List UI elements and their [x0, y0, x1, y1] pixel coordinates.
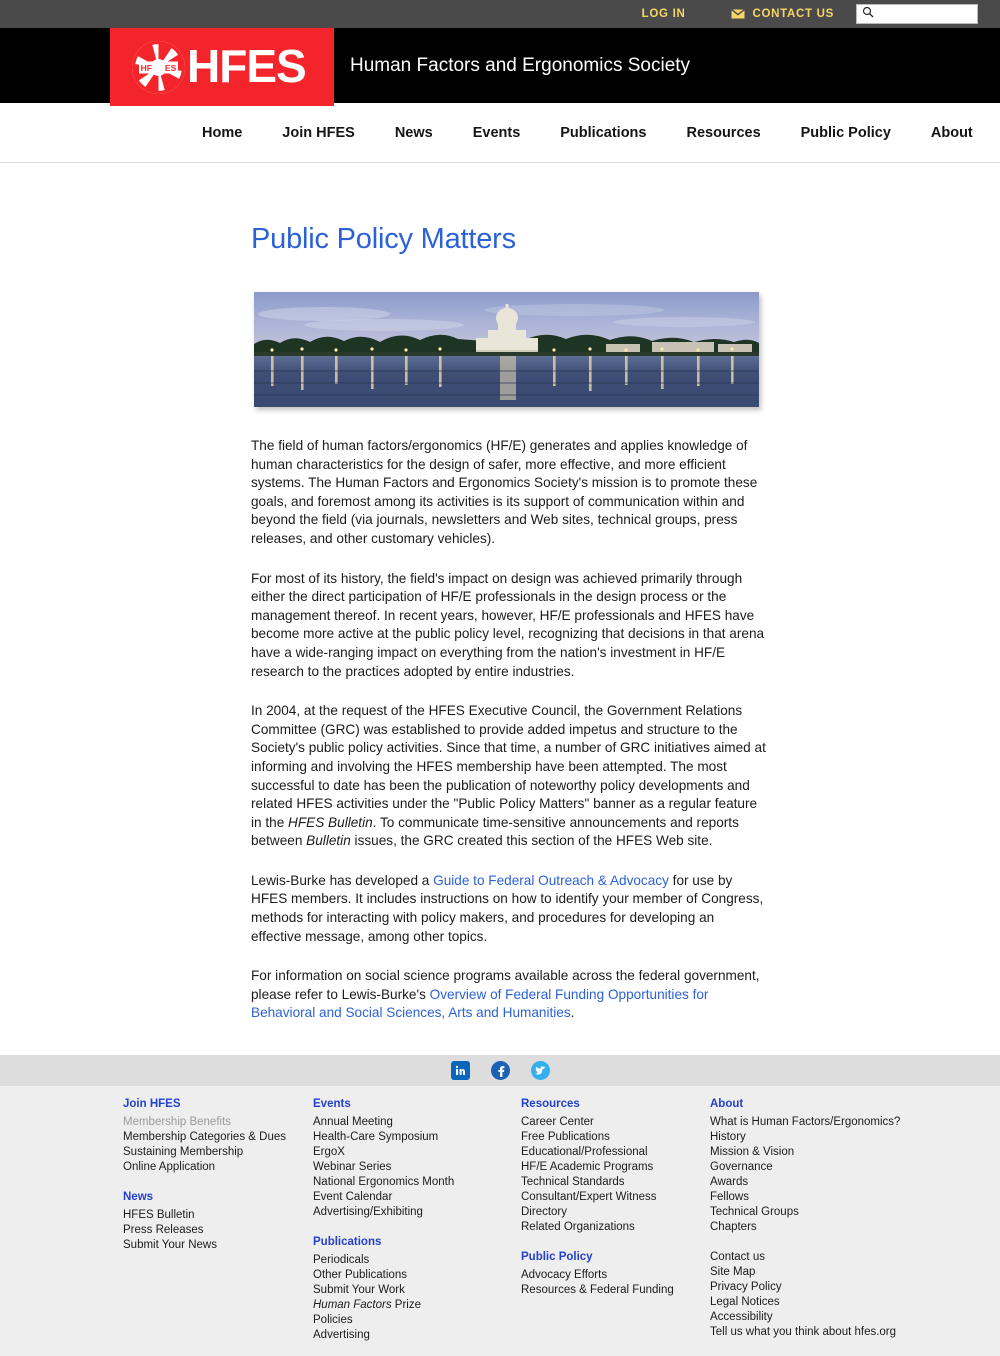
footer-group-join-hfes — [123, 1097, 298, 1175]
search-icon — [862, 5, 874, 23]
footer-column-events — [313, 1097, 508, 1343]
linkedin-icon[interactable] — [451, 1061, 470, 1080]
footer-group-utility — [710, 1250, 910, 1340]
footer-link-chapters[interactable]: Chapters — [710, 1221, 757, 1234]
nav-item-publications[interactable]: Publications — [560, 124, 647, 141]
footer-link-annual-meeting[interactable]: Annual Meeting — [313, 1116, 393, 1129]
paragraph-3-part-b: . To communicate time-sensitive announcements and reports between — [251, 814, 739, 849]
footer-link-resources-federal-funding[interactable]: Resources & Federal Funding — [521, 1284, 674, 1297]
utility-bar — [0, 0, 1000, 28]
footer-link-free-publications[interactable]: Free Publications — [521, 1131, 610, 1144]
footer-group-public-policy — [521, 1250, 701, 1298]
paragraph-5-part-a: For information on social science programs available across the federal government, please refer to Lewis-Burke's — [251, 968, 760, 1002]
footer-link-other-publications[interactable]: Other Publications — [313, 1269, 407, 1282]
footer-group-about — [710, 1097, 910, 1235]
footer-link-mission-vision[interactable]: Mission & Vision — [710, 1146, 795, 1159]
footer-link-related-organizations[interactable]: Related Organizations — [521, 1221, 635, 1234]
footer-column-join-hfes — [123, 1097, 298, 1253]
nav-item-join-hfes[interactable]: Join HFES — [282, 124, 355, 141]
footer-link-webinar-series[interactable]: Webinar Series — [313, 1161, 392, 1174]
article-body — [251, 437, 767, 1023]
footer-link-event-calendar[interactable]: Event Calendar — [313, 1191, 393, 1204]
footer-link-career-center[interactable]: Career Center — [521, 1116, 594, 1129]
capitol-hero-image — [254, 292, 759, 407]
footer-link-policies[interactable]: Policies — [313, 1314, 353, 1327]
footer-link-health-care-symposium[interactable]: Health-Care Symposium — [313, 1131, 439, 1144]
paragraph-3-part-a: In 2004, at the request of the HFES Executive Council, the Government Relations Committee (GRC) was established to provide added impetus and structure to the Society's public policy activities. Since that time, a number of GRC initiatives aimed at informing and involving the HFES membership have been attempted. The most successful to date has been the publication of noteworthy policy developments and related HFES activities under the "Public Policy Matters" banner as a regular feature in the — [251, 703, 766, 830]
footer-link-online-application[interactable]: Online Application — [123, 1161, 216, 1174]
search-box[interactable] — [856, 4, 978, 24]
hfes-wordmark: HFES — [187, 39, 306, 92]
prize-suffix: Prize — [391, 1299, 422, 1312]
login-link[interactable] — [642, 8, 686, 20]
footer-group-news — [123, 1190, 298, 1253]
paragraph-5-part-b: . — [570, 1005, 575, 1021]
footer-link-membership-categories-dues[interactable]: Membership Categories & Dues — [123, 1131, 286, 1144]
paragraph-4-part-a: Lewis-Burke has developed a — [251, 872, 434, 888]
main-navigation — [0, 103, 1000, 163]
twitter-icon[interactable] — [531, 1061, 550, 1080]
footer-link-site-map[interactable]: Site Map — [710, 1266, 756, 1279]
nav-item-about[interactable]: About — [930, 124, 973, 141]
paragraph-3-part-c: issues, the GRC created this section of the HFES Web site. — [350, 833, 713, 849]
footer-link-advocacy-efforts[interactable]: Advocacy Efforts — [521, 1269, 608, 1282]
footer-link-feedback[interactable]: Tell us what you think about hfes.org — [710, 1326, 897, 1339]
footer-link-privacy-policy[interactable]: Privacy Policy — [710, 1281, 782, 1294]
footer-link-hfe-academic-programs[interactable]: HF/E Academic Programs — [521, 1161, 654, 1174]
footer-link-awards[interactable]: Awards — [710, 1176, 749, 1189]
login-label: LOG IN — [641, 8, 686, 20]
footer-heading-resources[interactable]: Resources — [521, 1098, 580, 1111]
footer-heading-publications[interactable]: Publications — [313, 1236, 382, 1249]
footer-link-what-is-human-factors-ergonomics[interactable]: What is Human Factors/Ergonomics? — [710, 1116, 901, 1129]
social-links-bar — [0, 1055, 1000, 1086]
site-footer — [0, 1086, 1000, 1356]
facebook-icon[interactable] — [491, 1061, 510, 1080]
footer-link-press-releases[interactable]: Press Releases — [123, 1224, 204, 1237]
paragraph-2: For most of its history, the field's impact on design was achieved primarily through either the direct participation of HF/E professionals in the design process or the management thereof. In recent years, however, HF/E professionals and HFES have become more active at the public policy level, recognizing that decisions in that arena have a wide-ranging impact on everything from the nation's investment in HF/E research to the practices adopted by entire industries. — [251, 570, 765, 679]
footer-link-fellows[interactable]: Fellows — [710, 1191, 749, 1204]
footer-group-publications — [313, 1235, 508, 1343]
footer-link-accessibility[interactable]: Accessibility — [710, 1311, 773, 1324]
footer-heading-events[interactable]: Events — [313, 1098, 351, 1111]
hfes-bulletin-emphasis: HFES Bulletin — [288, 814, 373, 830]
footer-link-periodicals[interactable]: Periodicals — [313, 1254, 370, 1267]
footer-heading-news[interactable]: News — [123, 1191, 154, 1204]
main-content — [0, 163, 1000, 1023]
footer-link-technical-standards[interactable]: Technical Standards — [521, 1176, 625, 1189]
paragraph-1: The field of human factors/ergonomics (HF/E) generates and applies knowledge of human characteristics for the design of safer, more effective, and more efficient systems. The Human Factors and Ergonomics Society's mission is to promote these goals, and foremost among its activities is its support of communication within and beyond the field (via journals, newsletters and Web sites, technical groups, press releases, and other customary vehicles). — [251, 438, 758, 546]
footer-link-submit-your-work[interactable]: Submit Your Work — [313, 1284, 405, 1297]
human-factors-italic: Human Factors — [313, 1299, 392, 1312]
footer-link-governance[interactable]: Governance — [710, 1161, 773, 1174]
paragraph-5 — [251, 967, 767, 1023]
footer-link-technical-groups[interactable]: Technical Groups — [710, 1206, 799, 1219]
footer-link-national-ergonomics-month[interactable]: National Ergonomics Month — [313, 1176, 455, 1189]
svg-text:ES: ES — [164, 62, 177, 73]
hfes-logo[interactable] — [110, 28, 334, 106]
footer-column-about — [710, 1097, 910, 1340]
nav-item-resources[interactable]: Resources — [686, 124, 761, 141]
footer-link-legal-notices[interactable]: Legal Notices — [710, 1296, 780, 1309]
envelope-icon — [731, 9, 745, 19]
paragraph-3 — [251, 702, 767, 851]
svg-text:HF: HF — [140, 62, 152, 73]
footer-link-advertising-exhibiting[interactable]: Advertising/Exhibiting — [313, 1206, 423, 1219]
paragraph-4-part-b: for use by HFES members. It includes instructions on how to identify your member of Congress, methods for interacting with policy makers, and procedures for developing an effective message, among other topics. — [251, 872, 764, 944]
footer-link-advertising[interactable]: Advertising — [313, 1329, 370, 1342]
contact-us-label: CONTACT US — [752, 8, 834, 20]
nav-item-news[interactable]: News — [394, 124, 433, 141]
footer-link-educational-professional[interactable]: Educational/Professional — [521, 1146, 648, 1159]
footer-column-resources — [521, 1097, 701, 1298]
brand-header — [0, 28, 1000, 103]
nav-item-public-policy[interactable]: Public Policy — [800, 124, 891, 141]
brand-tagline: Human Factors and Ergonomics Society — [350, 54, 691, 76]
footer-heading-join-hfes[interactable]: Join HFES — [123, 1098, 181, 1111]
footer-link-contact-us[interactable]: Contact us — [710, 1251, 765, 1264]
bulletin-emphasis: Bulletin — [306, 833, 351, 849]
paragraph-4 — [251, 872, 767, 946]
nav-item-events[interactable]: Events — [472, 124, 521, 141]
footer-link-consultant-expert-witness-directory[interactable]: Consultant/Expert Witness Directory — [521, 1191, 657, 1219]
overview-federal-funding-link[interactable]: Overview of Federal Funding Opportunities for Behavioral and Social Sciences, Arts and Humanities — [251, 986, 709, 1021]
footer-link-human-factors-prize[interactable] — [313, 1298, 508, 1313]
footer-group-events — [313, 1097, 508, 1220]
footer-heading-about[interactable]: About — [710, 1098, 744, 1111]
nav-item-home[interactable]: Home — [202, 124, 243, 141]
footer-link-membership-benefits[interactable]: Membership Benefits — [123, 1116, 232, 1129]
footer-heading-public-policy[interactable]: Public Policy — [521, 1251, 593, 1264]
page-title: Public Policy Matters — [251, 223, 516, 255]
hfes-emblem-icon — [132, 41, 185, 94]
footer-link-ergox[interactable]: ErgoX — [313, 1146, 345, 1159]
footer-group-resources — [521, 1097, 701, 1235]
guide-to-federal-outreach-link[interactable]: Guide to Federal Outreach & Advocacy — [433, 872, 669, 888]
footer-link-sustaining-membership[interactable]: Sustaining Membership — [123, 1146, 244, 1159]
footer-link-history[interactable]: History — [710, 1131, 746, 1144]
contact-us-link[interactable] — [731, 8, 834, 20]
footer-link-hfes-bulletin[interactable]: HFES Bulletin — [123, 1209, 195, 1222]
footer-link-submit-your-news[interactable]: Submit Your News — [123, 1239, 217, 1252]
search-input[interactable] — [874, 6, 1000, 22]
